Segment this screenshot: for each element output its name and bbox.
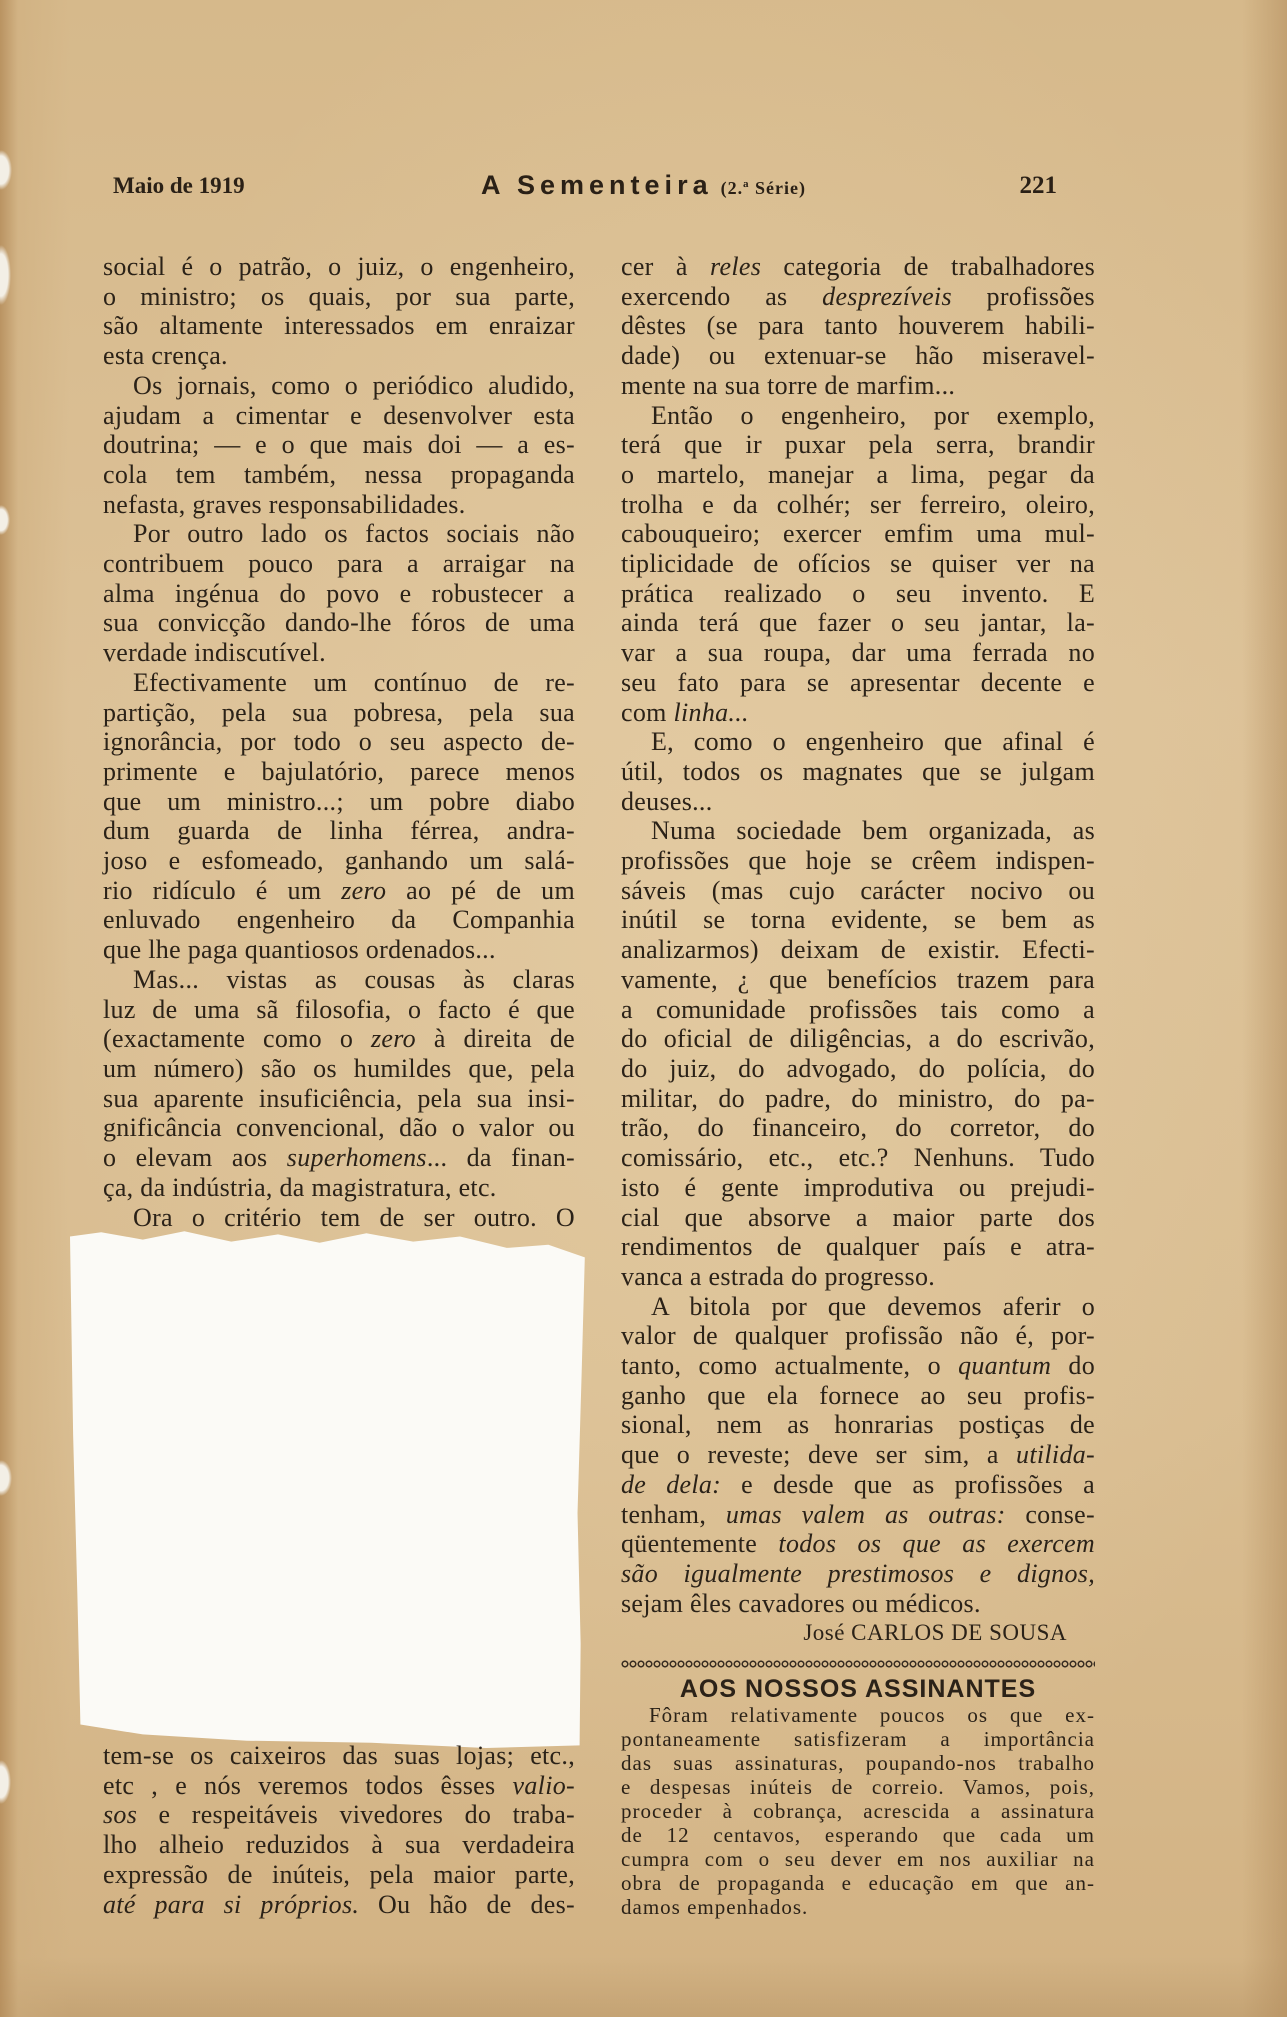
text-line: Numa sociedade bem organizada, as <box>651 816 1095 846</box>
italic-run: sos <box>103 1800 138 1830</box>
text-line: var a sua roupa, dar uma ferrada no <box>621 638 1095 668</box>
text-run: à direita de <box>415 1024 575 1054</box>
text-line: Os jornais, como o periódico aludido, <box>133 370 575 400</box>
left-column-lower <box>103 1741 575 1919</box>
text-line: obra de propaganda e educação em que an- <box>621 1870 1095 1895</box>
text-line: tiplicidade de ofícios se quiser ver na <box>621 549 1095 579</box>
author-signature: José CARLOS DE SOUSA <box>803 1620 1067 1646</box>
text-line <box>621 1529 1095 1559</box>
text-line: o martelo, manejar a lima, pegar da <box>621 459 1095 489</box>
text-line <box>621 1351 1095 1381</box>
text-line: do juiz, do advogado, do polícia, do <box>621 1053 1095 1083</box>
text-run: tenham, <box>621 1499 726 1529</box>
text-line: cabouqueiro; exercer emfim uma mul- <box>621 519 1095 549</box>
paragraph <box>103 1741 575 1919</box>
paragraph <box>621 252 1095 401</box>
text-line: contribuem pouco para a arraigar na <box>103 549 575 579</box>
text-line <box>621 1559 1095 1589</box>
text-run: ao pé de um <box>386 875 575 905</box>
text-line <box>103 876 575 906</box>
paragraph <box>621 816 1095 1291</box>
text-run: exercendo as <box>621 281 823 311</box>
text-line: E, como o engenheiro que afinal é <box>651 727 1095 757</box>
text-line: valor de qualquer profissão não é, por- <box>621 1321 1095 1351</box>
text-line: vamente, ¿ que benefícios trazem para <box>621 964 1095 994</box>
paragraph <box>103 1203 575 1233</box>
text-line: Mas... vistas as cousas às claras <box>133 964 575 994</box>
text-line: isto é gente improdutiva ou prejudi- <box>621 1172 1095 1202</box>
masthead-title: A Sementeira <box>481 170 713 200</box>
paragraph <box>103 252 575 371</box>
text-line: deuses... <box>621 786 713 816</box>
left-column-upper <box>103 252 575 1232</box>
text-line: ainda terá que fazer o seu jantar, la- <box>621 608 1095 638</box>
italic-run: utilida- <box>1016 1440 1095 1470</box>
italic-run: zero <box>370 1024 416 1054</box>
paragraph <box>621 401 1095 728</box>
text-line: vanca a estrada do progresso. <box>621 1261 936 1291</box>
text-line: comissário, etc., etc.? Nenhuns. Tudo <box>621 1143 1095 1173</box>
text-line: o ministro; os quais, por sua parte, <box>103 281 575 311</box>
text-line: verdade indiscutível. <box>103 638 326 668</box>
text-line: doutrina; — e o que mais doi — a es- <box>103 430 575 460</box>
text-line: sua convicção dando-lhe fóros de uma <box>103 608 575 638</box>
text-line: que um ministro...; um pobre diabo <box>103 786 575 816</box>
text-line: luz de uma sã filosofia, o facto é que <box>103 994 575 1024</box>
text-line: Por outro lado os factos sociais não <box>133 519 575 549</box>
text-line: sua aparente insuficiência, pela sua insi- <box>103 1083 575 1113</box>
text-line: militar, do padre, do ministro, do pa- <box>621 1083 1095 1113</box>
text-run: qüentemente <box>621 1529 779 1559</box>
text-line: sáveis (mas cujo carácter nocivo ou <box>621 875 1095 905</box>
text-line: sional, nem as honrarias postiças de <box>621 1410 1095 1440</box>
text-line <box>621 252 1095 282</box>
text-line <box>621 1500 1095 1530</box>
text-line: nefasta, graves responsabilidades. <box>103 489 466 519</box>
text-line: Efectivamente um contínuo de re- <box>133 667 575 697</box>
text-line: tem-se os caixeiros das suas lojas; etc., <box>103 1741 575 1770</box>
paragraph <box>103 371 575 520</box>
italic-run: todos os que as exercem <box>778 1529 1095 1559</box>
text-line: trolha e da colhér; ser ferreiro, oleiro, <box>621 489 1095 519</box>
paragraph <box>621 727 1095 816</box>
text-line: expressão de inúteis, pela maior parte, <box>103 1859 575 1889</box>
paragraph <box>621 1292 1095 1619</box>
text-run: tanto, como actualmente, o <box>621 1351 959 1381</box>
text-line: dum guarda de linha férrea, andra- <box>103 816 575 846</box>
text-line: ça, da indústria, da magistratura, etc. <box>103 1172 497 1202</box>
text-line: lho alheio reduzidos à sua verdadeira <box>103 1830 575 1860</box>
text-run: o elevam aos <box>103 1143 287 1173</box>
text-run: com <box>621 697 674 727</box>
text-line: prática realizado o seu invento. E <box>621 578 1095 608</box>
text-run: etc , e nós veremos todos êsses <box>103 1770 513 1800</box>
italic-run: quantum <box>958 1351 1052 1381</box>
page-number: 221 <box>1019 172 1057 199</box>
text-line: Fôram relativamente poucos os que ex- <box>649 1703 1095 1728</box>
text-line: Então o engenheiro, por exemplo, <box>651 400 1095 430</box>
masthead-series: (2.ª Série) <box>720 178 806 198</box>
article-body <box>621 252 1095 1618</box>
text-line: profissões que hoje se crêem indispen- <box>621 846 1095 876</box>
text-run: categoria de trabalhadores <box>761 252 1095 281</box>
text-line: cola tem também, nessa propaganda <box>103 459 575 489</box>
text-line: rendimentos de qualquer país e atra- <box>621 1232 1095 1262</box>
text-line: enluvado engenheiro da Companhia <box>103 905 575 935</box>
text-run: ... da finan- <box>426 1143 575 1173</box>
text-line: seu fato para se apresentar decente e <box>621 667 1095 697</box>
italic-run: umas valem as outras: <box>725 1499 1006 1529</box>
text-run: e respeitáveis vivedores do traba- <box>137 1800 575 1830</box>
italic-run: até para si próprios. <box>103 1889 360 1919</box>
text-run: profissões <box>951 281 1095 311</box>
text-line: pontaneamente satisfizeram a importância <box>621 1727 1095 1752</box>
text-line: são altamente interessados em enraizar <box>103 311 575 341</box>
text-line <box>103 1890 575 1920</box>
text-run: do <box>1051 1351 1095 1381</box>
italic-run: são igualmente prestimosos e dignos, <box>621 1558 1095 1588</box>
italic-run: desprezíveis <box>822 281 952 311</box>
text-line: mente na sua torre de marfim... <box>621 370 956 400</box>
text-run: e desde que as profissões a <box>721 1469 1095 1499</box>
text-line: de 12 centavos, esperando que cada um <box>621 1822 1095 1847</box>
italic-run: superhomens <box>286 1143 427 1173</box>
paragraph <box>621 1704 1095 1919</box>
text-line: social é o patrão, o juiz, o engenheiro, <box>103 252 575 281</box>
notice-body <box>621 1704 1095 1919</box>
italic-run: reles <box>710 252 762 281</box>
text-line <box>621 1440 1095 1470</box>
text-line: que lhe paga quantiosos ordenados... <box>103 935 496 965</box>
text-line: ganho que ela fornece ao seu profis- <box>621 1380 1095 1410</box>
italic-run: valio- <box>512 1770 575 1800</box>
text-line: alma ingénua do povo e robustecer a <box>103 578 575 608</box>
notice-title: AOS NOSSOS ASSINANTES <box>679 1675 1037 1704</box>
text-line: esta crença. <box>103 341 228 371</box>
masthead <box>0 168 1287 207</box>
text-line: a comunidade profissões tais como a <box>621 994 1095 1024</box>
italic-run: linha... <box>673 697 749 727</box>
text-line: cial que absorve a maior parte dos <box>621 1202 1095 1232</box>
text-line <box>103 1771 575 1801</box>
text-line: gnificância convencional, dão o valor ou <box>103 1113 575 1143</box>
text-line <box>103 1800 575 1830</box>
text-line: trão, do financeiro, do corretor, do <box>621 1113 1095 1143</box>
text-line: joso e esfomeado, ganhando um salá- <box>103 846 575 876</box>
text-line <box>103 1143 575 1173</box>
italic-run: de dela: <box>621 1469 722 1499</box>
section-divider <box>621 1660 1095 1668</box>
text-line <box>621 698 1095 728</box>
text-line <box>621 1470 1095 1500</box>
text-line: ajudam a cimentar e desenvolver esta <box>103 400 575 430</box>
text-line: Ora o critério tem de ser outro. O <box>133 1202 575 1232</box>
text-line: ignorância, por todo o seu aspecto de- <box>103 727 575 757</box>
text-line: das suas assinaturas, poupando-nos trabalho <box>621 1751 1095 1776</box>
text-line: um número) são os humildes que, pela <box>103 1053 575 1083</box>
text-line: sejam êles cavadores ou médicos. <box>621 1588 981 1618</box>
header-date: Maio de 1919 <box>113 173 245 198</box>
text-run: Ou hão de des- <box>359 1889 575 1919</box>
text-line: proceder à cobrança, acrescida a assinatura <box>621 1798 1095 1823</box>
text-line <box>103 1024 575 1054</box>
text-line: partição, pela sua pobresa, pela sua <box>103 697 575 727</box>
text-line: A bitola por que devemos aferir o <box>651 1291 1095 1321</box>
paragraph <box>103 519 575 668</box>
text-line: damos empenhados. <box>621 1894 809 1919</box>
paragraph <box>103 965 575 1203</box>
text-run: conse- <box>1005 1499 1095 1529</box>
text-run: cer à <box>621 252 711 281</box>
torn-blank-patch <box>70 1226 590 1748</box>
text-line <box>621 282 1095 312</box>
text-line: cumpra com o seu dever em nos auxiliar na <box>621 1846 1095 1871</box>
text-line: dade) ou extenuar-se hão miseravel- <box>621 341 1095 371</box>
text-line: útil, todos os magnates que se julgam <box>621 756 1095 786</box>
text-line: inútil se torna evidente, se bem as <box>621 905 1095 935</box>
italic-run: zero <box>341 875 387 905</box>
text-line: terá que ir puxar pela serra, brandir <box>621 430 1095 460</box>
right-column <box>621 252 1095 1920</box>
text-run: que o reveste; deve ser sim, a <box>621 1440 1017 1470</box>
text-run: (exactamente como o <box>103 1024 371 1054</box>
text-line: primente e bajulatório, parece menos <box>103 756 575 786</box>
text-line: analizarmos) deixam de existir. Efecti- <box>621 935 1095 965</box>
paragraph <box>103 668 575 965</box>
text-line: e despesas inúteis de correio. Vamos, pois, <box>621 1775 1095 1800</box>
torn-left-edge <box>0 0 24 2017</box>
text-run: rio ridículo é um <box>103 875 342 905</box>
text-line: do oficial de diligências, a do escrivão, <box>621 1024 1095 1054</box>
text-line: dêstes (se para tanto houverem habili- <box>621 311 1095 341</box>
